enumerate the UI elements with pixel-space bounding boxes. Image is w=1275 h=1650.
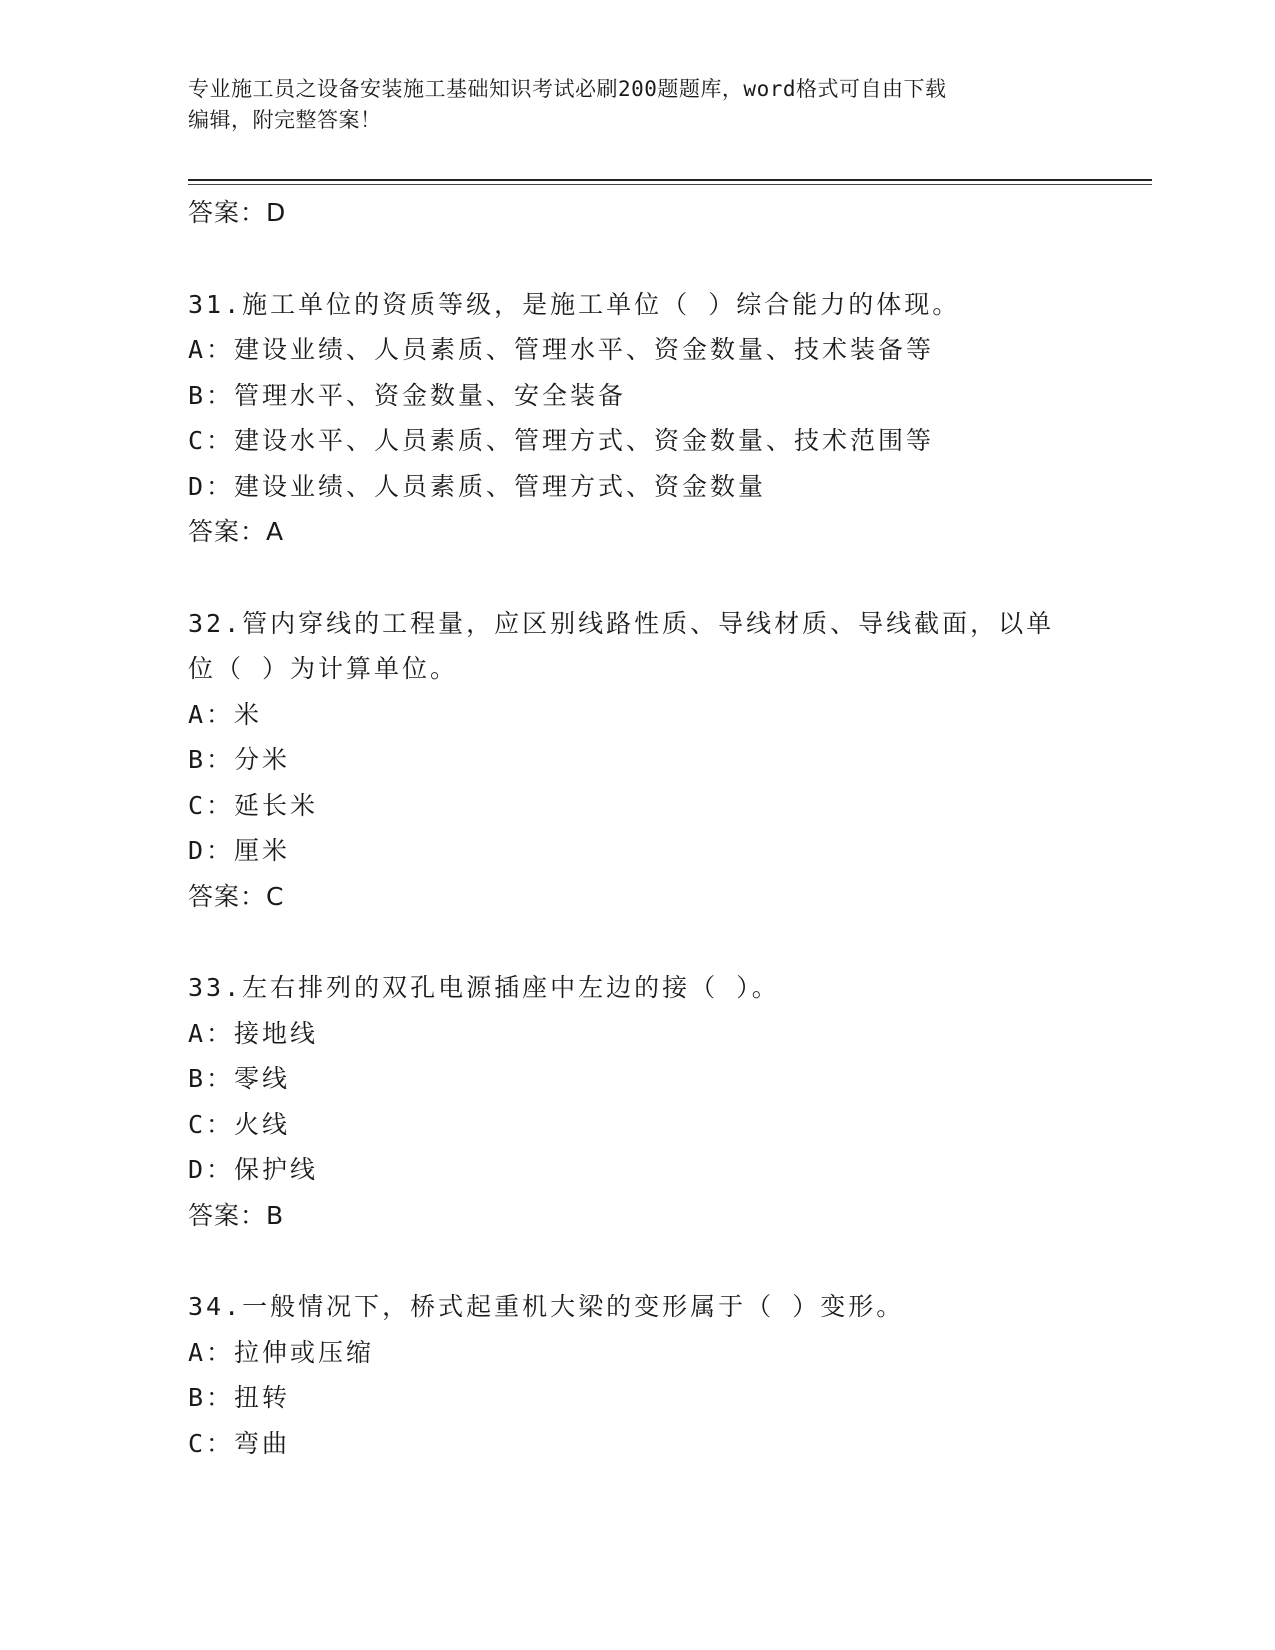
question-list: [188, 190, 1088, 1466]
option-c: C：弯曲: [188, 1428, 291, 1458]
option-d: D：厘米: [188, 836, 291, 865]
header-line-1: 专业施工员之设备安装施工基础知识考试必刷200题题库，word格式可自由下载: [188, 77, 947, 101]
question-31: [188, 282, 1088, 555]
previous-answer: 答案：D: [188, 198, 287, 227]
option-c: C：建设水平、人员素质、管理方式、资金数量、技术范围等: [188, 426, 935, 455]
question-stem: 31.施工单位的资质等级，是施工单位（ ）综合能力的体现。: [188, 289, 961, 319]
option-b: B：零线: [188, 1064, 291, 1093]
option-a: A：接地线: [188, 1018, 319, 1048]
header-divider-thick: [188, 179, 1152, 181]
question-34: [188, 1284, 1088, 1466]
option-b: B：管理水平、资金数量、安全装备: [188, 380, 627, 410]
answer: 答案：A: [188, 517, 285, 546]
option-a: A：拉伸或压缩: [188, 1337, 375, 1367]
option-d: D：保护线: [188, 1155, 319, 1184]
answer: 答案：B: [188, 1200, 285, 1230]
option-d: D：建设业绩、人员素质、管理方式、资金数量: [188, 471, 767, 501]
question-stem: 32.管内穿线的工程量，应区别线路性质、导线材质、导线截面，以单: [188, 608, 1055, 638]
option-b: B：扭转: [188, 1383, 291, 1412]
question-32: [188, 601, 1088, 920]
question-33: [188, 965, 1088, 1238]
option-a: A：米: [188, 699, 263, 729]
answer: 答案：C: [188, 881, 285, 911]
question-stem: 33.左右排列的双孔电源插座中左边的接（ ）。: [188, 973, 780, 1002]
document-header: [188, 74, 1088, 136]
header-divider-thin: [188, 184, 1152, 185]
question-stem-continued: 位（ ）为计算单位。: [188, 654, 459, 683]
option-b: B：分米: [188, 745, 291, 774]
header-line-2: 编辑，附完整答案！: [188, 108, 382, 132]
option-c: C：火线: [188, 1109, 291, 1139]
option-a: A：建设业绩、人员素质、管理水平、资金数量、技术装备等: [188, 335, 935, 364]
question-stem: 34.一般情况下，桥式起重机大梁的变形属于（ ）变形。: [188, 1292, 905, 1321]
option-c: C：延长米: [188, 790, 319, 820]
